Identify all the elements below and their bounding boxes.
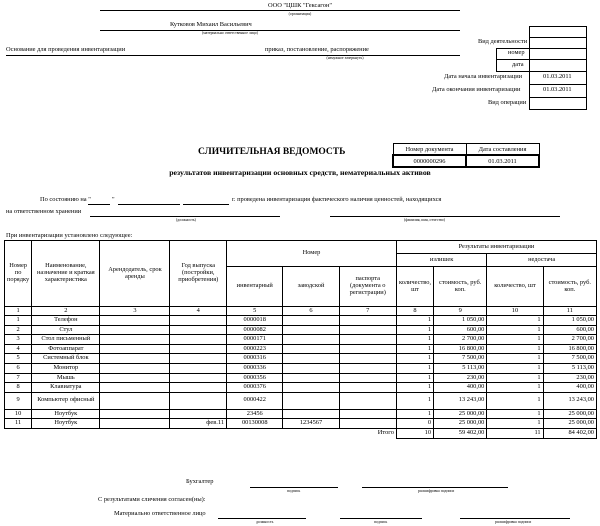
- table-row: [5, 419, 597, 429]
- page-subtitle: результатов инвентаризации основных средств, нематериальных активов: [169, 168, 431, 177]
- table-cell: 1 050,00: [543, 316, 596, 326]
- table-cell: 1: [487, 316, 543, 326]
- table-cell: [170, 344, 227, 354]
- mol-position-caption: должность: [256, 520, 274, 524]
- table-row: [5, 373, 597, 383]
- table-cell: 1: [5, 316, 32, 326]
- mol-decode-line: [460, 518, 570, 519]
- table-cell: [100, 335, 170, 345]
- activity-label: Вид деятельности: [478, 38, 528, 45]
- state-year-line: [183, 204, 229, 205]
- table-cell: 0000356: [227, 373, 283, 383]
- table-cell: 0000336: [227, 363, 283, 373]
- org-caption: (организация): [288, 12, 312, 16]
- table-cell: [339, 354, 396, 364]
- table-cell: [100, 392, 170, 409]
- table-row: [5, 363, 597, 373]
- table-cell: [100, 363, 170, 373]
- person-caption: (материально ответственное лицо): [202, 31, 258, 35]
- mol-sign-line: [340, 518, 422, 519]
- table-body: [5, 316, 597, 439]
- column-number-cell: 10: [487, 307, 543, 316]
- column-number-cell: 9: [434, 307, 487, 316]
- custody-position-caption: (должность): [176, 218, 196, 222]
- table-cell: [339, 363, 396, 373]
- right-sep-6: [529, 97, 587, 98]
- column-number-cell: 1: [5, 307, 32, 316]
- page-title: СЛИЧИТЕЛЬНАЯ ВЕДОМОСТЬ: [198, 147, 346, 157]
- state-day-line: [88, 204, 110, 205]
- table-cell: Фотоаппарат: [32, 344, 100, 354]
- mol-decode-caption: расшифровка подписи: [495, 520, 532, 524]
- table-cell: Ноутбук: [32, 409, 100, 419]
- column-number-cell: 7: [339, 307, 396, 316]
- table-cell: 1: [487, 325, 543, 335]
- table-cell: 1: [396, 325, 433, 335]
- right-sep-2: [529, 48, 587, 49]
- table-cell: 1234567: [283, 419, 339, 429]
- table-cell: [170, 335, 227, 345]
- basis-caption: (ненужное зачеркнуть): [326, 56, 364, 60]
- column-number-cell: 5: [227, 307, 283, 316]
- table-cell: 23456: [227, 409, 283, 419]
- table-cell: [283, 373, 339, 383]
- column-number-cell: 2: [32, 307, 100, 316]
- hdr-num: Номер по порядку: [5, 241, 32, 307]
- table-cell: 16 800,00: [434, 344, 487, 354]
- table-cell: 1: [487, 363, 543, 373]
- table-cell: 25 000,00: [543, 419, 596, 429]
- table-cell: 2: [5, 325, 32, 335]
- table-cell: 0000223: [227, 344, 283, 354]
- table-cell: 5 113,00: [543, 363, 596, 373]
- accountant-sign-line: [250, 487, 338, 488]
- table-cell: 2 700,00: [434, 335, 487, 345]
- hdr-year: Год выпуска (постройки, приобретения): [170, 241, 227, 307]
- table-cell: 400,00: [543, 383, 596, 393]
- state-suffix: г. проведена инвентаризация фактического наличия ценностей, находящихся: [232, 196, 442, 203]
- table-cell: [170, 363, 227, 373]
- mol-position-line: [218, 518, 306, 519]
- table-cell: [339, 419, 396, 429]
- start-value: 01.03.2011: [543, 73, 572, 80]
- table-cell: [170, 354, 227, 364]
- established-label: При инвентаризации установлено следующее:: [6, 232, 133, 239]
- hdr-cost1: стоимость, руб. коп.: [434, 267, 487, 307]
- table-cell: 1: [487, 419, 543, 429]
- table-cell: [283, 363, 339, 373]
- table-cell: 8: [5, 383, 32, 393]
- table-cell: 1: [396, 409, 433, 419]
- table-cell: [100, 316, 170, 326]
- accountant-label: Бухгалтер: [186, 478, 214, 485]
- mol-sign-caption: подпись: [374, 520, 388, 524]
- table-cell: [100, 383, 170, 393]
- table-cell: 1: [396, 354, 433, 364]
- right-sep-4: [529, 71, 587, 72]
- hdr-shortage: недостача: [487, 254, 597, 267]
- table-cell: [339, 373, 396, 383]
- table-cell: [100, 354, 170, 364]
- table-cell: [283, 344, 339, 354]
- table-cell: 7 500,00: [434, 354, 487, 364]
- table-cell: [283, 325, 339, 335]
- custody-position-line: [90, 216, 280, 217]
- table-cell: [170, 392, 227, 409]
- table-cell: 0: [396, 419, 433, 429]
- table-cell: Компьютер офисный: [32, 392, 100, 409]
- table-cell: 0000422: [227, 392, 283, 409]
- hdr-cost2: стоимость, руб. коп.: [543, 267, 596, 307]
- table-cell: 00130008: [227, 419, 283, 429]
- column-number-cell: 3: [100, 307, 170, 316]
- table-cell: 1: [396, 383, 433, 393]
- table-cell: 13 243,00: [434, 392, 487, 409]
- table-cell: 6: [5, 363, 32, 373]
- table-cell: 4: [5, 344, 32, 354]
- hdr-lessee: Арендодатель, срок аренды: [100, 241, 170, 307]
- basis-label: Основание для проведения инвентаризации: [6, 46, 126, 53]
- right-sep-5: [529, 84, 587, 85]
- totals-row: [5, 428, 597, 438]
- number-label: номер: [508, 49, 525, 56]
- hdr-qty1: количество, шт: [396, 267, 433, 307]
- table-cell: 1: [487, 344, 543, 354]
- table-row: [5, 392, 597, 409]
- table-cell: [283, 335, 339, 345]
- column-number-row: [5, 307, 597, 316]
- table-cell: 600,00: [434, 325, 487, 335]
- table-cell: [283, 354, 339, 364]
- table-cell: [100, 419, 170, 429]
- table-cell: 1: [396, 335, 433, 345]
- table-cell: 1: [487, 383, 543, 393]
- table-row: [5, 335, 597, 345]
- agreed-label: С результатами сличения согласен(ны):: [98, 496, 206, 503]
- column-number-cell: 4: [170, 307, 227, 316]
- total-cell: 59 402,00: [434, 428, 487, 438]
- number-date-sep: [496, 59, 530, 60]
- table-cell: 400,00: [434, 383, 487, 393]
- accountant-sign-caption: подпись: [287, 489, 301, 493]
- state-prefix: По состоянию на ": [40, 196, 91, 203]
- start-label: Дата начала инвентаризации: [444, 73, 523, 80]
- table-cell: 1: [487, 392, 543, 409]
- table-cell: 5 113,00: [434, 363, 487, 373]
- person-name: Кутковов Михаил Васильевич: [170, 21, 252, 28]
- hdr-surplus: излишек: [396, 254, 486, 267]
- table-cell: [339, 409, 396, 419]
- table-cell: [170, 409, 227, 419]
- table-cell: [100, 373, 170, 383]
- inventory-table: [4, 240, 597, 439]
- table-cell: фев.11: [170, 419, 227, 429]
- table-cell: 25 000,00: [434, 409, 487, 419]
- table-row: [5, 316, 597, 326]
- basis-value: приказ, постановление, распоряжение: [265, 46, 369, 53]
- table-cell: 0000018: [227, 316, 283, 326]
- table-cell: [100, 325, 170, 335]
- hdr-results: Результаты инвентаризации: [396, 241, 596, 254]
- org-name: ООО "ЦШК "Гексагон": [267, 2, 332, 9]
- table-cell: [283, 409, 339, 419]
- total-cell: 10: [396, 428, 433, 438]
- total-cell: 11: [487, 428, 543, 438]
- state-month-line: [118, 204, 180, 205]
- table-cell: 1: [396, 363, 433, 373]
- table-row: [5, 383, 597, 393]
- table-cell: [283, 392, 339, 409]
- table-row: [5, 354, 597, 364]
- table-cell: [339, 383, 396, 393]
- table-cell: Стул: [32, 325, 100, 335]
- table-cell: 2 700,00: [543, 335, 596, 345]
- custody-name-line: [330, 216, 560, 217]
- hdr-name: Наименование, назначение и краткая характеристика: [32, 241, 100, 307]
- table-cell: 600,00: [543, 325, 596, 335]
- table-cell: [339, 335, 396, 345]
- state-quote: ": [112, 196, 115, 203]
- table-cell: [100, 409, 170, 419]
- hdr-factory: заводской: [283, 267, 339, 307]
- doc-date-label: Дата составления: [466, 144, 539, 156]
- table-cell: [339, 316, 396, 326]
- table-cell: [339, 325, 396, 335]
- table-cell: 1: [396, 392, 433, 409]
- table-cell: 25 000,00: [434, 419, 487, 429]
- table-cell: 16 800,00: [543, 344, 596, 354]
- doc-num-label: Номер документа: [393, 144, 466, 156]
- table-cell: 7 500,00: [543, 354, 596, 364]
- doc-num-value: 0000000296: [393, 155, 466, 167]
- table-cell: 0000316: [227, 354, 283, 364]
- org-line: [100, 10, 460, 11]
- date-label: дата: [512, 61, 524, 68]
- table-cell: 1: [487, 354, 543, 364]
- table-cell: 5: [5, 354, 32, 364]
- accountant-decode-caption: расшифровка подписи: [418, 489, 455, 493]
- table-cell: 230,00: [434, 373, 487, 383]
- table-cell: 1: [396, 316, 433, 326]
- table-cell: 13 243,00: [543, 392, 596, 409]
- hdr-inventory: инвентарный: [227, 267, 283, 307]
- table-cell: Мышь: [32, 373, 100, 383]
- table-cell: 10: [5, 409, 32, 419]
- table-cell: [339, 392, 396, 409]
- table-cell: [283, 316, 339, 326]
- table-cell: 7: [5, 373, 32, 383]
- doc-header-table: [392, 143, 540, 168]
- table-cell: [170, 373, 227, 383]
- column-number-cell: 11: [543, 307, 596, 316]
- right-sep-1: [529, 37, 587, 38]
- table-cell: [170, 383, 227, 393]
- hdr-passport: паспорта (документа о регистрации): [339, 267, 396, 307]
- table-cell: Стол письменный: [32, 335, 100, 345]
- table-cell: 1: [487, 373, 543, 383]
- table-row: [5, 344, 597, 354]
- custody-name-caption: (фамилия, имя, отчество): [404, 218, 445, 222]
- table-cell: 1: [396, 373, 433, 383]
- doc-date-value: 01.03.2011: [466, 155, 539, 167]
- table-cell: 3: [5, 335, 32, 345]
- table-cell: [283, 383, 339, 393]
- table-cell: 1 050,00: [434, 316, 487, 326]
- table-cell: 0000082: [227, 325, 283, 335]
- table-cell: Ноутбук: [32, 419, 100, 429]
- table-cell: 230,00: [543, 373, 596, 383]
- table-cell: [170, 316, 227, 326]
- hdr-qty2: количество, шт: [487, 267, 543, 307]
- table-cell: Телефон: [32, 316, 100, 326]
- table-cell: Системный блок: [32, 354, 100, 364]
- table-cell: 1: [487, 335, 543, 345]
- column-number-cell: 8: [396, 307, 433, 316]
- table-cell: 11: [5, 419, 32, 429]
- table-cell: Клавиатура: [32, 383, 100, 393]
- hdr-number-group: Номер: [227, 241, 397, 267]
- right-sep-3: [529, 59, 587, 60]
- end-label: Дата окончания инвентаризации: [432, 86, 521, 93]
- table-cell: [100, 344, 170, 354]
- table-cell: Монитор: [32, 363, 100, 373]
- total-label: Итого: [377, 429, 394, 437]
- table-cell: 25 000,00: [543, 409, 596, 419]
- table-cell: 9: [5, 392, 32, 409]
- op-label: Вид операции: [488, 99, 527, 106]
- table-cell: [339, 344, 396, 354]
- mol-label: Материально ответственное лицо: [114, 510, 206, 517]
- accountant-decode-line: [362, 487, 508, 488]
- table-cell: 0000376: [227, 383, 283, 393]
- table-row: [5, 325, 597, 335]
- table-cell: [170, 325, 227, 335]
- total-cell: 84 402,00: [543, 428, 596, 438]
- table-cell: 1: [396, 344, 433, 354]
- custody-label: на ответственном хранении: [6, 208, 82, 215]
- table-row: [5, 409, 597, 419]
- column-number-cell: 6: [283, 307, 339, 316]
- table-cell: 1: [487, 409, 543, 419]
- table-cell: 0000171: [227, 335, 283, 345]
- end-value: 01.03.2011: [543, 86, 572, 93]
